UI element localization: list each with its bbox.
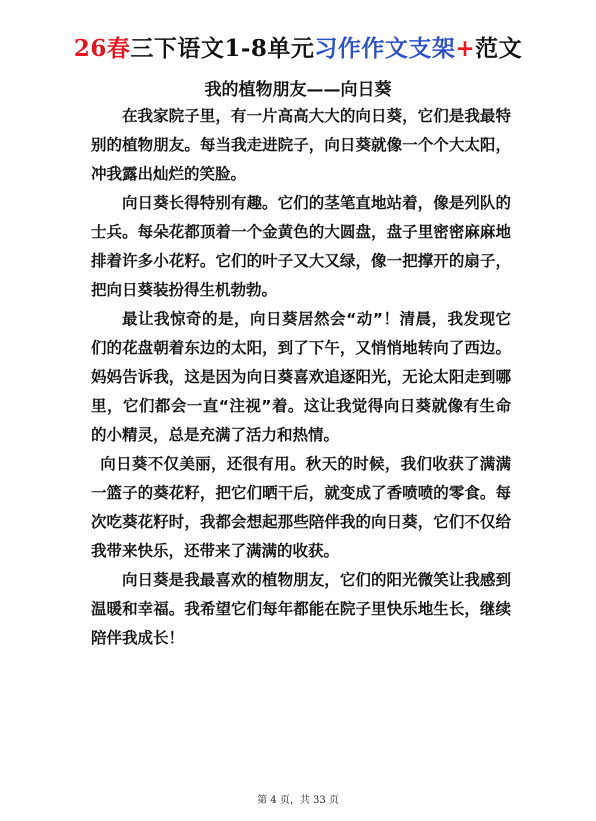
essay-paragraph: 向日葵是我最喜欢的植物朋友，它们的阳光微笑让我感到温暖和幸福。我希望它们每年都能在院子里快乐地生长，继续陪伴我成长！ xyxy=(91,571,511,647)
essay-paragraph: 向日葵不仅美丽，还很有用。秋天的时候，我们收获了满满一篮子的葵花籽，把它们晒干后，就变成了香喷喷的零食。每次吃葵花籽时，我都会想起那些陪伴我的向日葵，它们不仅给我带来快乐，还带来了满满的收获。 xyxy=(91,455,511,560)
essay-paragraph: 在我家院子里，有一片高高大大的向日葵，它们是我最特别的植物朋友。每当我走进院子，向日葵就像一个个大太阳，冲我露出灿烂的笑脸。 xyxy=(91,107,511,183)
header-title-segment: + xyxy=(455,35,476,62)
header-title-segment: 三下语文1-8单元 xyxy=(130,35,315,62)
essay-body xyxy=(91,102,511,653)
essay-paragraph: 向日葵长得特别有趣。它们的茎笔直地站着，像是列队的士兵。每朵花都顶着一个金黄色的大圆盘，盘子里密密麻麻地排着许多小花籽。它们的叶子又大又绿，像一把撑开的扇子，把向日葵装扮得生机勃勃。 xyxy=(91,194,511,299)
page-header-title xyxy=(0,34,596,64)
header-title-segment: 26春 xyxy=(73,35,131,62)
header-title-segment: 范文 xyxy=(475,35,523,62)
essay-title: 我的植物朋友——向日葵 xyxy=(204,80,392,100)
page-number-footer: 第 4 页，共 33 页 xyxy=(257,795,339,806)
essay-paragraph: 最让我惊奇的是，向日葵居然会“动”！清晨，我发现它们的花盘朝着东边的太阳，到了下午，又悄悄地转向了西边。妈妈告诉我，这是因为向日葵喜欢追逐阳光，无论太阳走到哪里，它们都会一直“注视”着。这让我觉得向日葵就像有生命的小精灵，总是充满了活力和热情。 xyxy=(91,310,511,444)
header-title-segment: 习作作文支架 xyxy=(314,35,456,62)
